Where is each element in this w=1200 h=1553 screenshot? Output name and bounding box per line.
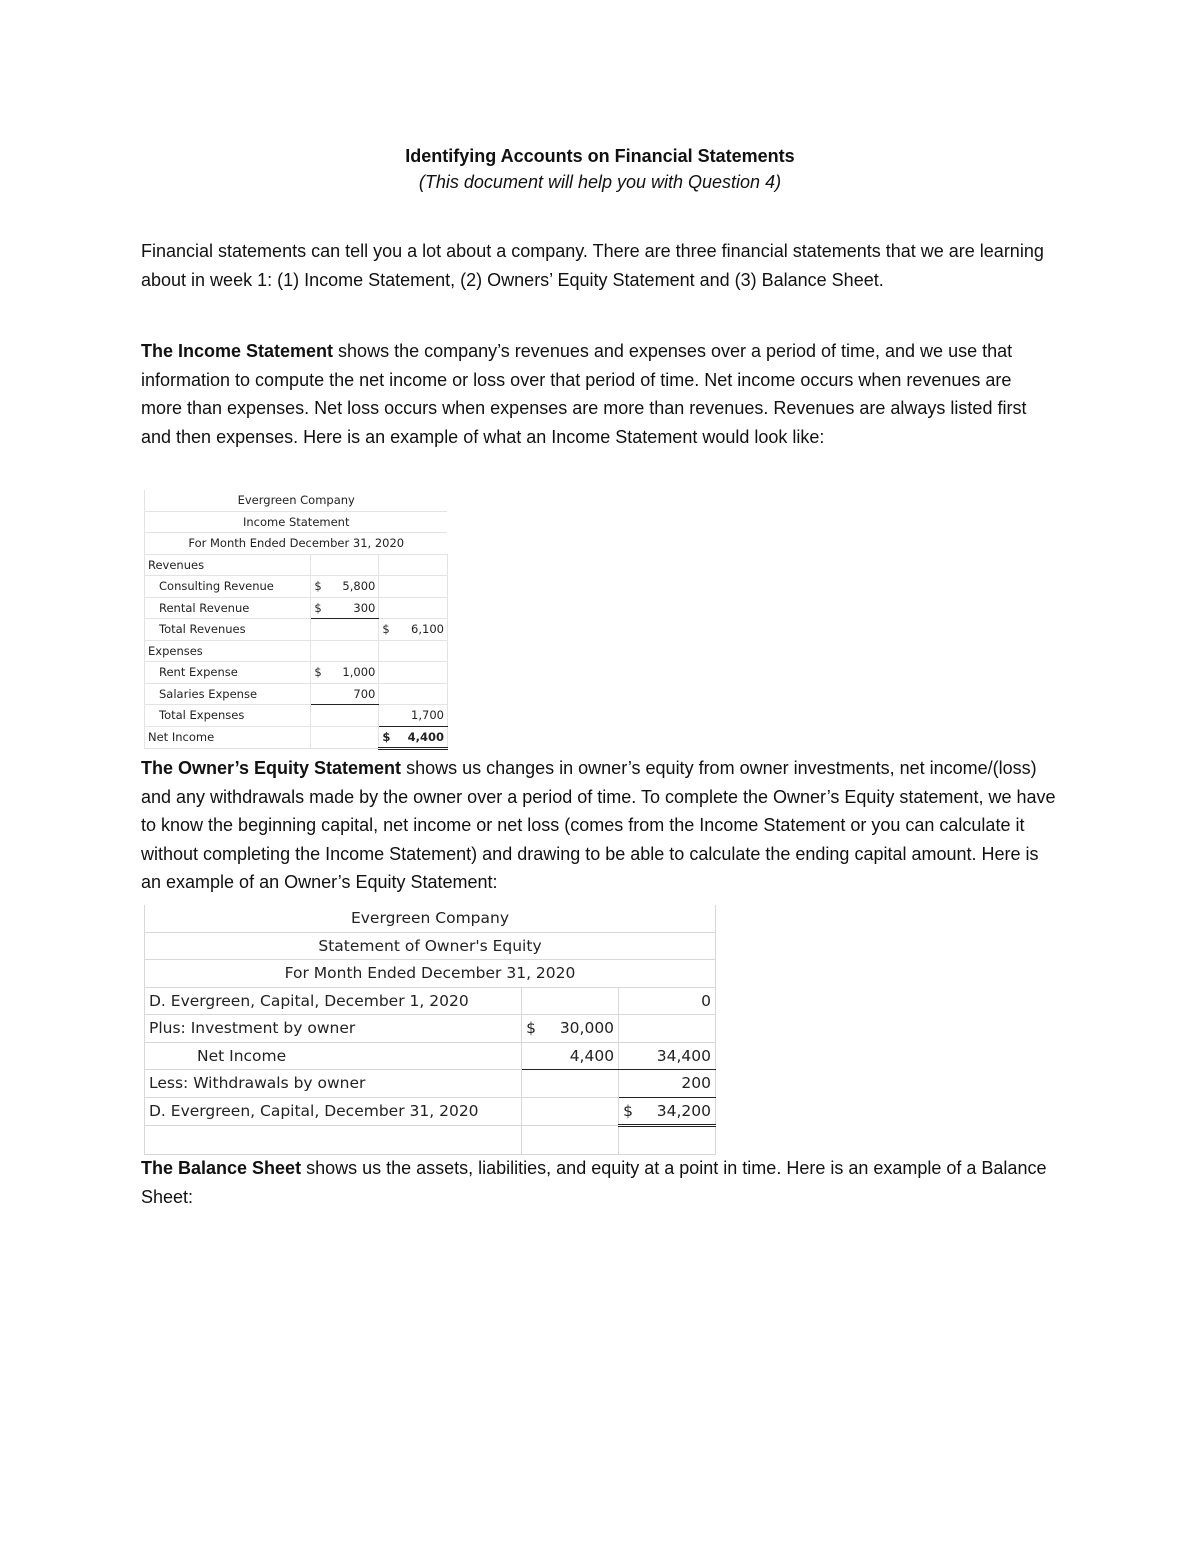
is-rental-currency: $ <box>314 600 322 615</box>
oe-period: For Month Ended December 31, 2020 <box>145 960 716 988</box>
is-statement-name: Income Statement <box>145 511 448 533</box>
income-statement-text: shows the company’s revenues and expenses over a period of time, and we use that information to compute the net income or loss over that period of time. Net income occurs when revenues are more than expenses. Net loss occurs when expenses are more than revenues. Revenues are always listed first and then expenses. Here is an example of what an Income Statement would look like: <box>141 341 1027 447</box>
is-consulting-currency: $ <box>314 579 322 594</box>
owners-equity-paragraph <box>141 754 1056 897</box>
is-net-income-value: 4,400 <box>407 729 444 744</box>
oe-net-income-value: 4,400 <box>522 1042 619 1070</box>
oe-ending-capital-label: D. Evergreen, Capital, December 31, 2020 <box>145 1097 522 1126</box>
owners-equity-text: shows us changes in owner’s equity from owner investments, net income/(loss) and any withdrawals made by the owner over a period of time. To complete the Owner’s Equity statement, we have to know the beginning capital, net income or net loss (comes from the Income Statement or you can calculate it without completing the Income Statement) and drawing to be able to calculate the ending capital amount. Here is an example of an Owner’s Equity Statement: <box>141 758 1056 892</box>
is-rent-currency: $ <box>314 665 322 680</box>
balance-sheet-heading: The Balance Sheet <box>141 1158 302 1178</box>
is-rent-value: 1,000 <box>342 665 376 680</box>
is-rent-label: Rent Expense <box>145 662 311 684</box>
oe-statement-name: Statement of Owner's Equity <box>145 932 716 960</box>
is-consulting-value: 5,800 <box>342 579 376 594</box>
intro-paragraph: Financial statements can tell you a lot about a company. There are three financial statements that we are learning about in week 1: (1) Income Statement, (2) Owners’ Equity Statement and (3) Balance Sheet. <box>141 241 1044 290</box>
oe-beginning-capital-label: D. Evergreen, Capital, December 1, 2020 <box>145 987 522 1015</box>
is-company: Evergreen Company <box>145 490 448 511</box>
oe-investment-currency: $ <box>526 1019 537 1038</box>
is-expenses-label: Expenses <box>145 640 311 662</box>
oe-ending-capital-value: 34,200 <box>656 1101 711 1120</box>
oe-withdrawals-value: 200 <box>619 1070 716 1098</box>
income-statement-heading: The Income Statement <box>141 341 334 361</box>
oe-company: Evergreen Company <box>145 905 716 932</box>
owners-equity-heading: The Owner’s Equity Statement <box>141 758 402 778</box>
income-statement-paragraph <box>141 337 1056 451</box>
is-net-income-label: Net Income <box>145 726 311 749</box>
is-consulting-label: Consulting Revenue <box>145 576 311 598</box>
is-salaries-value: 700 <box>311 683 379 705</box>
income-statement-table <box>144 490 449 745</box>
is-total-expenses-label: Total Expenses <box>145 705 311 727</box>
oe-ending-capital-currency: $ <box>623 1101 633 1120</box>
oe-withdrawals-label: Less: Withdrawals by owner <box>145 1070 522 1098</box>
is-total-revenues-label: Total Revenues <box>145 619 311 641</box>
balance-sheet-paragraph <box>141 1154 1056 1211</box>
is-revenues-label: Revenues <box>145 554 311 576</box>
oe-investment-label: Plus: Investment by owner <box>145 1015 522 1043</box>
is-total-expenses-value: 1,700 <box>379 705 448 727</box>
balance-sheet-text: shows us the assets, liabilities, and equity at a point in time. Here is an example of a Balance Sheet: <box>141 1158 1047 1207</box>
is-period: For Month Ended December 31, 2020 <box>145 533 448 555</box>
is-total-revenues-currency: $ <box>382 622 390 637</box>
is-rental-label: Rental Revenue <box>145 597 311 619</box>
oe-net-income-label: Net Income <box>145 1042 522 1070</box>
is-salaries-label: Salaries Expense <box>145 683 311 705</box>
oe-beginning-capital-value: 0 <box>619 987 716 1015</box>
oe-investment-value: 30,000 <box>559 1019 615 1038</box>
document-subtitle: (This document will help you with Question 4) <box>418 172 782 192</box>
owners-equity-table <box>144 905 716 1155</box>
is-rental-value: 300 <box>353 600 376 615</box>
oe-subtotal-value: 34,400 <box>619 1042 716 1070</box>
document-title: Identifying Accounts on Financial Statements <box>405 146 795 166</box>
is-total-revenues-value: 6,100 <box>411 622 444 637</box>
is-net-income-currency: $ <box>382 729 391 744</box>
